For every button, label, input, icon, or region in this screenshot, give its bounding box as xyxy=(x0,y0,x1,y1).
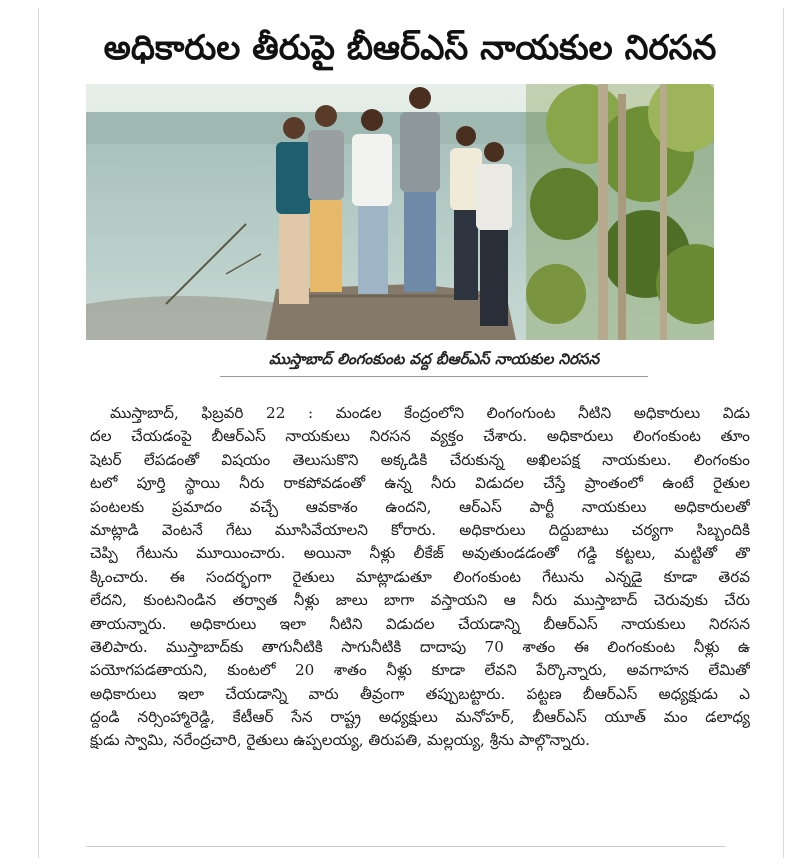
person-1 xyxy=(276,117,312,304)
article-line: పయోగపడతాయని, కుంటలో 20 శాతం నీళ్లు కూడా లేవని పేర్కొన్నారు, అవగాహన లేమితో xyxy=(90,661,750,680)
article-line: తెలిపారు. ముస్తాబాద్‌కు తాగునీటికి సాగునీటికి దాదాపు 70 శాతం ఈ లింగంకుంట నీళ్లు ఉ xyxy=(90,637,750,656)
article-line: అధికారులు ఇలా చేయడాన్ని వారు తీవ్రంగా తప్పుబట్టారు. పట్టణ బీఆర్ఎస్ అధ్యక్షుడు ఎ xyxy=(90,684,750,703)
article-line: తాయన్నారు. అధికారులు ఇలా నీటిని విడుదల చేయడాన్ని బీఆర్ఎస్ నాయకులు నిరసన xyxy=(90,614,750,633)
article-body xyxy=(90,402,750,832)
photo-caption: ముస్తాబాద్ లింగంకుంట వద్ద బీఆర్ఎస్ నాయకుల నిరసన xyxy=(268,350,600,368)
article-line: క్షుడు స్వామి, నరేంద్రచారి, రైతులు ఉప్పలయ్య, తిరుపతి, మల్లయ్య, శ్రీను పాల్గొన్నారు. xyxy=(90,731,590,750)
article-line: చెప్పి గేటును మూయించారు. అయినా నీళ్లు లీకేజ్ అవుతుండడంతో గడ్డి కట్టలు, మట్టితో తొ xyxy=(90,544,750,563)
headline: అధికారుల తీరుపై బీఆర్ఎస్ నాయకుల నిరసన xyxy=(103,28,717,68)
news-photo-illustration xyxy=(86,84,714,340)
article-line: ముస్తాబాద్, ఫిబ్రవరి 22 : మండల కేంద్రంలోని లింగంగుంట నీటిని అధికారులు విడు xyxy=(110,404,750,422)
person-3 xyxy=(352,109,392,294)
article-line: షెటర్ లేపడంతో విషయం తెలుసుకొని అక్కడికి చేరుకున్న అఖిలపక్ష నాయకులు. లింగంకుం xyxy=(90,450,750,469)
article-line: పంటలకు ప్రమాదం వచ్చే ఆవకాశం ఉందని, ఆర్ఎస్ పార్టీ నాయకులు అధికారులతో xyxy=(90,497,750,516)
article-line: లేదని, కుంటనిండిన తర్వాత నీళ్లు జాలు బాగా వస్తాయని ఆ నీరు ముస్తాబాద్ చెరువుకు చేరు xyxy=(90,591,750,610)
article-line: క్కించారు. ఈ సందర్భంగా రైతులు మాట్లాడుతూ లింగంకుంట గేటును ఎన్నడై కూడా తెరవ xyxy=(90,567,750,586)
article-line: దల చేయడంపై బీఆర్ఎస్ నాయకులు నిరసన వ్యక్తం చేశారు. అధికారులు లింగంకుంట తూం xyxy=(90,427,750,446)
person-2 xyxy=(308,105,344,292)
article-line: టలో పూర్తి స్థాయి నీరు రాకపోవడంతో ఉన్న నీరు విడుదల చేస్తే ప్రాంతంలో ఉంటే రైతుల xyxy=(90,474,750,493)
article-line: ద్దండి నర్సింహ్మారెడ్డి, కేటీఆర్ సేన రాష్ట్ర అధ్యక్షులు మనోహర్, బీఆర్ఎస్ యూత్ మం డలాధ్య xyxy=(90,708,750,727)
bottom-divider xyxy=(86,846,726,847)
person-6 xyxy=(476,142,512,326)
article-line: మాట్లాడి వెంటనే గేటు మూసివేయాలని కోరారు. అధికారులు దిద్దుబాటు చర్యగా సిబ్బందికి xyxy=(90,520,750,539)
person-4 xyxy=(400,87,440,292)
news-photo xyxy=(86,84,714,340)
